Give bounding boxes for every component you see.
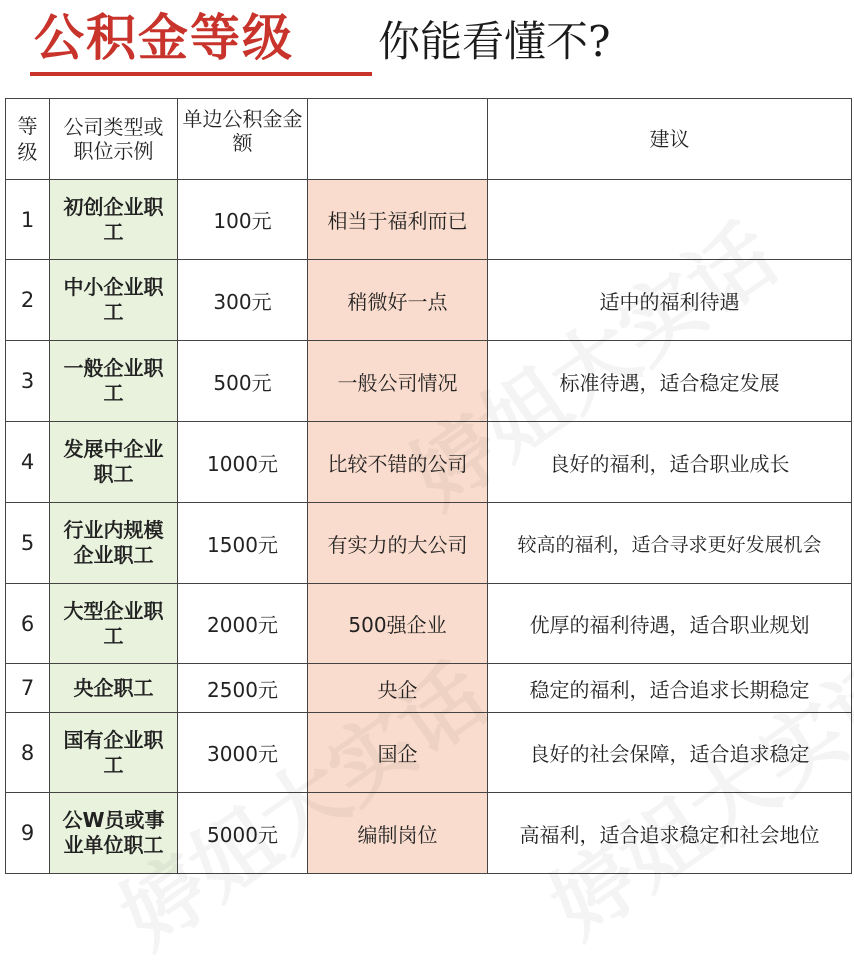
advice-cell: 标准待遇，适合稳定发展 bbox=[488, 341, 852, 422]
header-type: 公司类型或职位示例 bbox=[50, 99, 178, 180]
table-header-row bbox=[6, 99, 852, 180]
advice-cell: 稳定的福利，适合追求长期稳定 bbox=[488, 664, 852, 713]
table-row bbox=[6, 664, 852, 713]
level-cell: 1 bbox=[6, 180, 50, 260]
table-row bbox=[6, 793, 852, 874]
amount-cell: 100元 bbox=[178, 180, 308, 260]
level-cell: 2 bbox=[6, 260, 50, 341]
amount-cell: 1000元 bbox=[178, 422, 308, 503]
desc-cell: 有实力的大公司 bbox=[308, 503, 488, 584]
advice-cell: 良好的社会保障，适合追求稳定 bbox=[488, 713, 852, 793]
advice-cell: 较高的福利，适合寻求更好发展机会 bbox=[488, 503, 852, 584]
header-level: 等级 bbox=[6, 99, 50, 180]
amount-cell: 300元 bbox=[178, 260, 308, 341]
type-cell: 大型企业职工 bbox=[50, 584, 178, 664]
amount-cell: 5000元 bbox=[178, 793, 308, 874]
level-cell: 3 bbox=[6, 341, 50, 422]
type-cell: 一般企业职工 bbox=[50, 341, 178, 422]
level-cell: 8 bbox=[6, 713, 50, 793]
amount-cell: 2000元 bbox=[178, 584, 308, 664]
amount-cell: 2500元 bbox=[178, 664, 308, 713]
header-advice: 建议 bbox=[488, 99, 852, 180]
page-subtitle: 你能看懂不? bbox=[378, 17, 611, 66]
desc-cell: 稍微好一点 bbox=[308, 260, 488, 341]
type-cell: 行业内规模企业职工 bbox=[50, 503, 178, 584]
level-cell: 7 bbox=[6, 664, 50, 713]
type-cell: 公W员或事业单位职工 bbox=[50, 793, 178, 874]
amount-cell: 3000元 bbox=[178, 713, 308, 793]
header bbox=[0, 0, 854, 95]
table-row bbox=[6, 584, 852, 664]
table-row bbox=[6, 260, 852, 341]
advice-cell: 优厚的福利待遇，适合职业规划 bbox=[488, 584, 852, 664]
grade-table bbox=[5, 98, 852, 874]
advice-cell: 良好的福利，适合职业成长 bbox=[488, 422, 852, 503]
table-row bbox=[6, 341, 852, 422]
table-row bbox=[6, 503, 852, 584]
advice-cell: 高福利，适合追求稳定和社会地位 bbox=[488, 793, 852, 874]
table-row bbox=[6, 180, 852, 260]
type-cell: 初创企业职工 bbox=[50, 180, 178, 260]
amount-cell: 1500元 bbox=[178, 503, 308, 584]
desc-cell: 一般公司情况 bbox=[308, 341, 488, 422]
type-cell: 央企职工 bbox=[50, 664, 178, 713]
table-row bbox=[6, 422, 852, 503]
desc-cell: 央企 bbox=[308, 664, 488, 713]
page-title: 公积金等级 bbox=[34, 9, 294, 67]
desc-cell: 500强企业 bbox=[308, 584, 488, 664]
level-cell: 6 bbox=[6, 584, 50, 664]
type-cell: 国有企业职工 bbox=[50, 713, 178, 793]
desc-cell: 比较不错的公司 bbox=[308, 422, 488, 503]
header-amount: 单边公积金金额 bbox=[178, 99, 308, 180]
level-cell: 4 bbox=[6, 422, 50, 503]
type-cell: 中小企业职工 bbox=[50, 260, 178, 341]
title-underline bbox=[30, 72, 372, 76]
desc-cell: 编制岗位 bbox=[308, 793, 488, 874]
header-desc bbox=[308, 99, 488, 180]
type-cell: 发展中企业职工 bbox=[50, 422, 178, 503]
desc-cell: 相当于福利而已 bbox=[308, 180, 488, 260]
advice-cell: 适中的福利待遇 bbox=[488, 260, 852, 341]
table-row bbox=[6, 713, 852, 793]
level-cell: 9 bbox=[6, 793, 50, 874]
level-cell: 5 bbox=[6, 503, 50, 584]
advice-cell bbox=[488, 180, 852, 260]
amount-cell: 500元 bbox=[178, 341, 308, 422]
desc-cell: 国企 bbox=[308, 713, 488, 793]
